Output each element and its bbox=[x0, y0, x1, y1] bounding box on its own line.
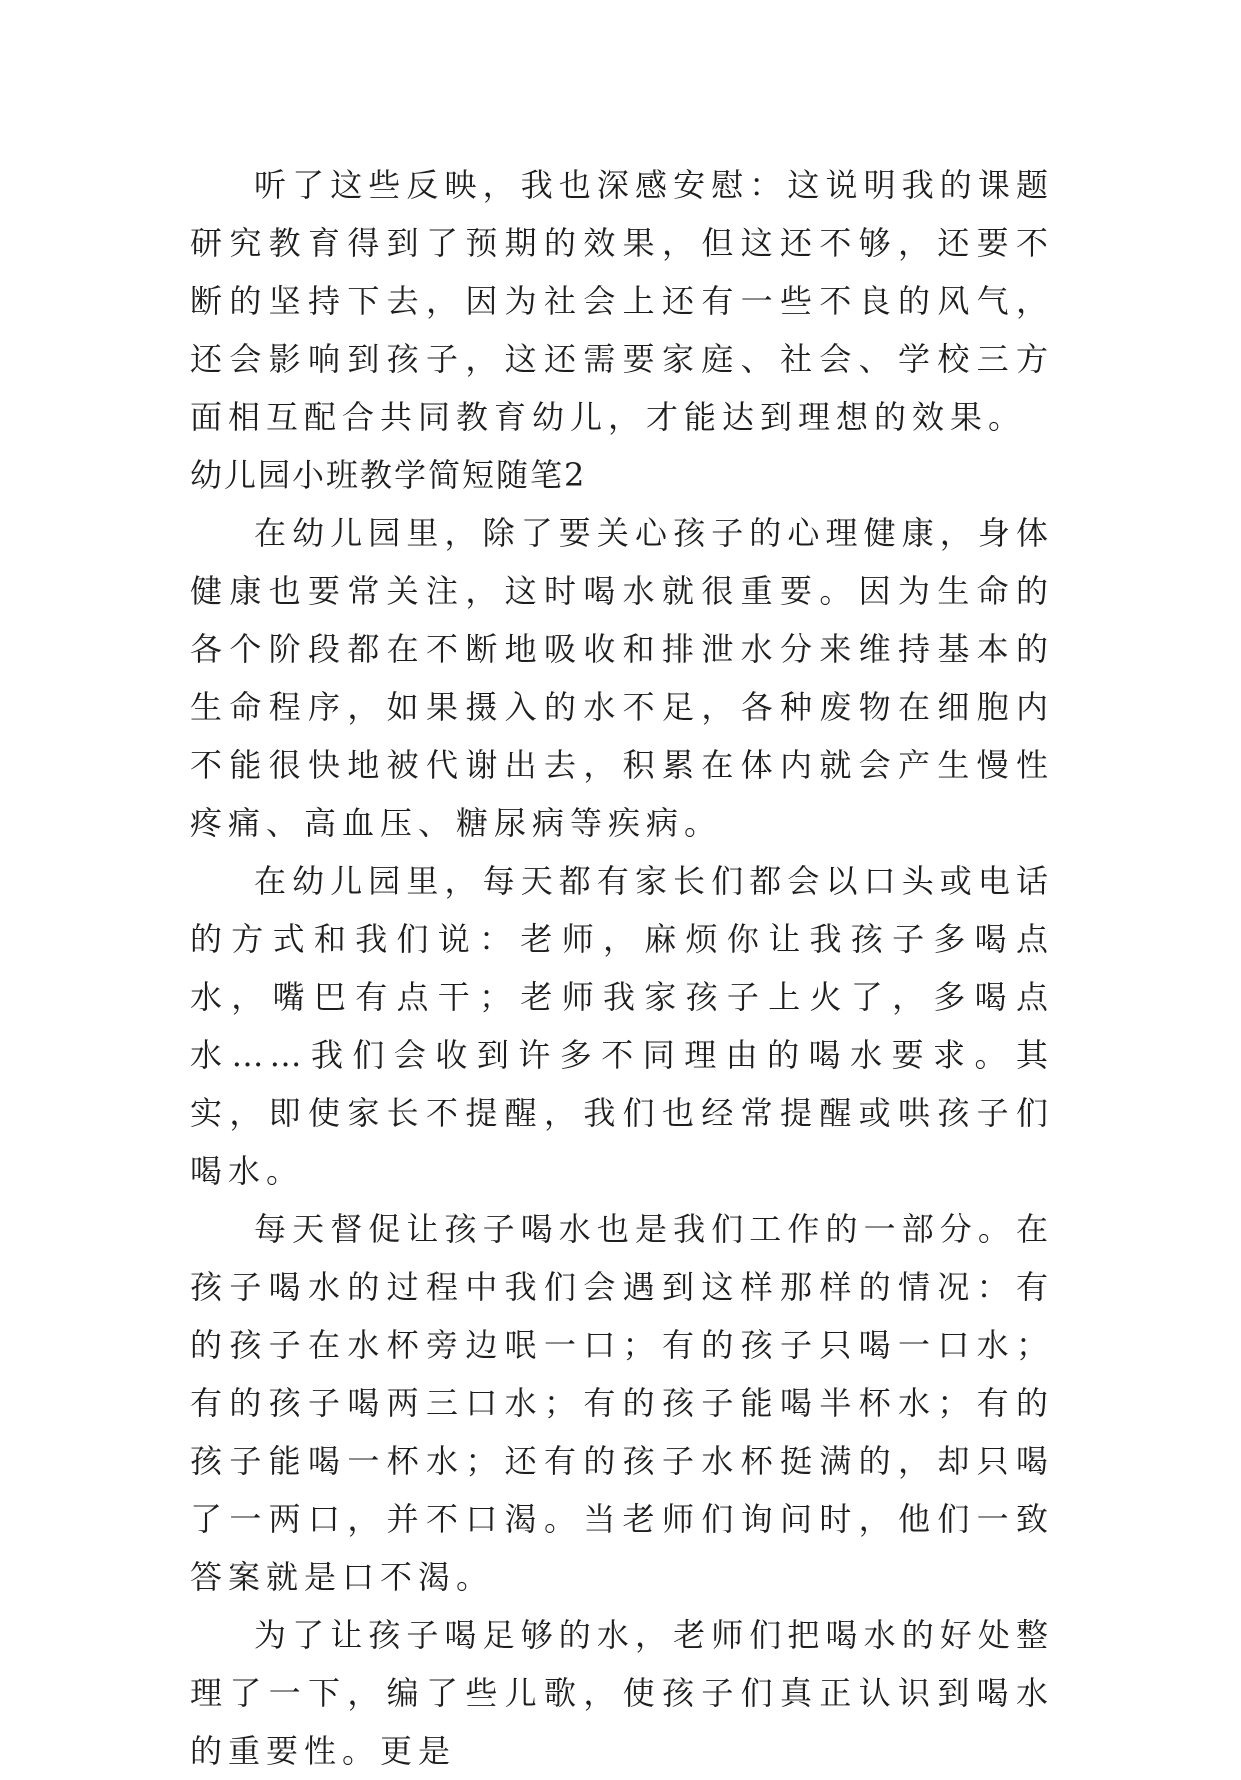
paragraph-parents-requests: 在幼儿园里，每天都有家长们都会以口头或电话的方式和我们说：老师，麻烦你让我孩子多喝点水，嘴巴有点干；老师我家孩子上火了，多喝点水……我们会收到许多不同理由的喝水要求。其实，即使家长不提醒，我们也经常提醒或哄孩子们喝水。 bbox=[190, 862, 1054, 1190]
paragraph-drinking-situations: 每天督促让孩子喝水也是我们工作的一部分。在孩子喝水的过程中我们会遇到这样那样的情况：有的孩子在水杯旁边呡一口；有的孩子只喝一口水；有的孩子喝两三口水；有的孩子能喝半杯水；有的孩子能喝一杯水；还有的孩子水杯挺满的，却只喝了一两口，并不口渴。当老师们询问时，他们一致答案就是口不渴。 bbox=[190, 1210, 1054, 1596]
paragraph-health: 在幼儿园里，除了要关心孩子的心理健康，身体健康也要常关注，这时喝水就很重要。因为生命的各个阶段都在不断地吸收和排泄水分来维持基本的生命程序，如果摄入的水不足，各种废物在细胞内不能很快地被代谢出去，积累在体内就会产生慢性疼痛、高血压、糖尿病等疾病。 bbox=[190, 514, 1054, 842]
paragraph-reflection: 听了这些反映，我也深感安慰：这说明我的课题研究教育得到了预期的效果，但这还不够，还要不断的坚持下去，因为社会上还有一些不良的风气，还会影响到孩子，这还需要家庭、社会、学校三方面相互配合共同教育幼儿，才能达到理想的效果。 bbox=[190, 166, 1054, 436]
section-heading: 幼儿园小班教学简短随笔2 bbox=[190, 456, 587, 494]
paragraph-nursery-rhymes: 为了让孩子喝足够的水，老师们把喝水的好处整理了一下，编了些儿歌，使孩子们真正认识到喝水的重要性。更是 bbox=[190, 1616, 1054, 1770]
document-body bbox=[190, 156, 1054, 1780]
